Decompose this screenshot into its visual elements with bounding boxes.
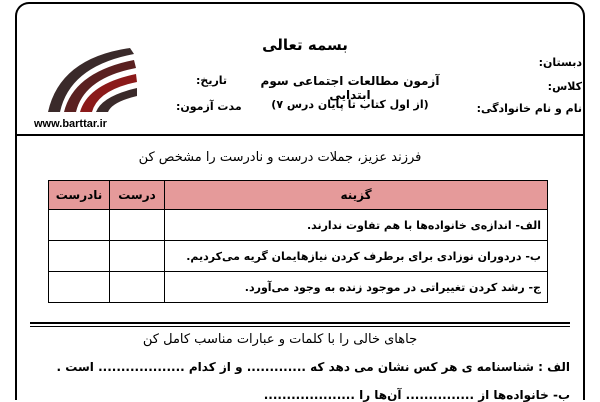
duration-label: مدت آزمون: [176,100,242,113]
false-answer-cell[interactable] [49,241,110,272]
logo-url: www.barttar.ir [34,118,107,130]
name-label: نام و نام خانوادگی: [476,102,582,115]
statement-cell: ج- رشد کردن تغییراتی در موجود زنده به وجود می‌آورد. [165,272,548,303]
false-answer-cell[interactable] [49,272,110,303]
true-header: درست [110,181,165,210]
table-header-row [49,181,548,210]
fill-blank-line: الف : شناسنامه ی هر کس نشان می دهد که ............. و از کدام ................... است . [56,360,570,374]
basmala-heading: بسمه تعالی [262,36,348,54]
option-header: گزینه [165,181,548,210]
section2-instruction: جاهای خالی را با کلمات و عبارات مناسب کامل کن [142,332,418,347]
section-divider [30,322,570,327]
statement-cell: ب- درد‌وران نوزادی برای برطرف کردن نیازهایمان گریه می‌کردیم. [165,241,548,272]
barttar-logo-icon [30,38,140,116]
false-header: نادرست [49,181,110,210]
table-row [49,241,548,272]
false-answer-cell[interactable] [49,210,110,241]
statement-cell: الف- اندازه‌ی خانواده‌ها با هم تفاوت ندارند. [165,210,548,241]
true-answer-cell[interactable] [110,272,165,303]
school-label: دبستان: [538,56,582,69]
date-label: تاریخ: [196,74,228,87]
table-row [49,272,548,303]
table-row [49,210,548,241]
class-label: کلاس: [547,80,582,93]
true-answer-cell[interactable] [110,241,165,272]
fill-blank-line: ب- خانواده‌ها از ............... آن‌ها را .................... [263,388,570,402]
true-answer-cell[interactable] [110,210,165,241]
true-false-table [48,180,548,303]
section1-instruction: فرزند عزیز، جملات درست و نادرست را مشخص کن [138,150,422,165]
exam-subtitle: (از اول کتاب تا پایان درس ۷) [271,98,429,111]
exam-title: آزمون مطالعات اجتماعی سوم ابتدایی [260,74,440,102]
header-divider [17,134,583,136]
